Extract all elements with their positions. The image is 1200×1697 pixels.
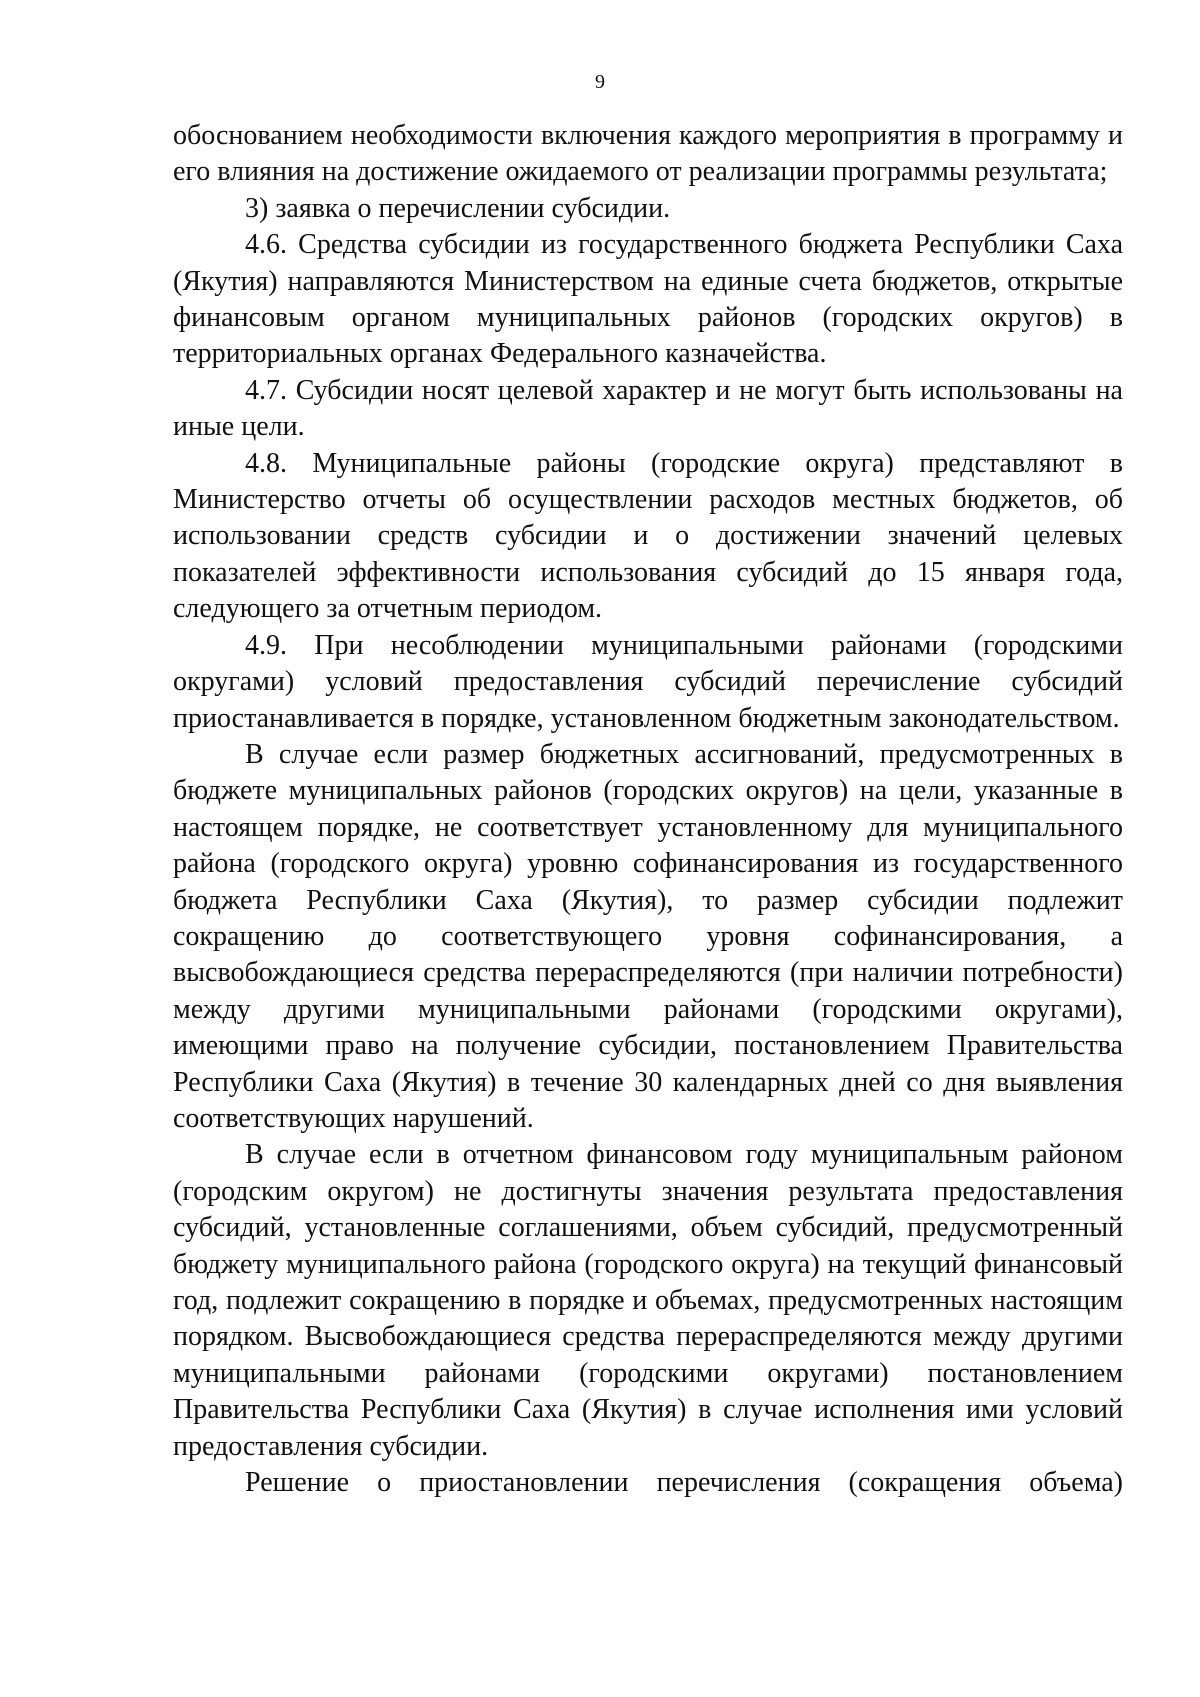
paragraph-4-7: 4.7. Субсидии носят целевой характер и не могут быть использованы на иные цели.: [173, 374, 1123, 443]
paragraph-continuation: обоснованием необходимости включения каждого мероприятия в программу и его влияния на достижение ожидаемого от реализации программы результата;: [173, 120, 1123, 188]
page-number: 9: [595, 71, 605, 93]
paragraph-budget-allocation: В случае если размер бюджетных ассигнований, предусмотренных в бюджете муниципальных районов (городских округов) на цели, указанные в настоящем порядке, не соответствует установленному для муниципального района (городского округа) уровню софинансирования из государственного бюджета Республики Саха (Якутия), то размер субсидии подлежит сокращению до соответствующего уровня софинансирования, а высвобождающиеся средства перераспределяются (при наличии потребности) между другими муниципальными районами (городскими округами), имеющими право на получение субсидии, постановлением Правительства Республики Саха (Якутия) в течение 30 календарных дней со дня выявления соответствующих нарушений.: [173, 738, 1123, 1134]
paragraph-item-3: 3) заявка о перечислении субсидии.: [245, 192, 671, 224]
paragraph-4-6: 4.6. Средства субсидии из государственного бюджета Республики Саха (Якутия) направляются Министерством на единые счета бюджетов, открытые финансовым органом муниципальных районов (городских округов) в территориальных органах Федерального казначейства.: [173, 229, 1123, 370]
paragraph-decision: Решение о приостановлении перечисления (сокращения объема): [245, 1467, 1123, 1499]
paragraph-reporting-year: В случае если в отчетном финансовом году муниципальным районом (городским округом) не достигнуты значения результата предоставления субсидий, установленные соглашениями, объем субсидий, предусмотренный бюджету муниципального района (городского округа) на текущий финансовый год, подлежит сокращению в порядке и объемах, предусмотренных настоящим порядком. Высвобождающиеся средства перераспределяются между другими муниципальными районами (городскими округами) постановлением Правительства Республики Саха (Якутия) в случае исполнения ими условий предоставления субсидии.: [173, 1139, 1123, 1462]
paragraph-4-9: 4.9. При несоблюдении муниципальными районами (городскими округами) условий предоставления субсидий перечисление субсидий приостанавливается в порядке, установленном бюджетным законодательством.: [173, 629, 1123, 734]
paragraph-4-8: 4.8. Муниципальные районы (городские округа) представляют в Министерство отчеты об осуществлении расходов местных бюджетов, об использовании средств субсидии и о достижении значений целевых показателей эффективности использования субсидий до 15 января года, следующего за отчетным периодом.: [173, 447, 1123, 625]
document-body: [173, 118, 1123, 1501]
